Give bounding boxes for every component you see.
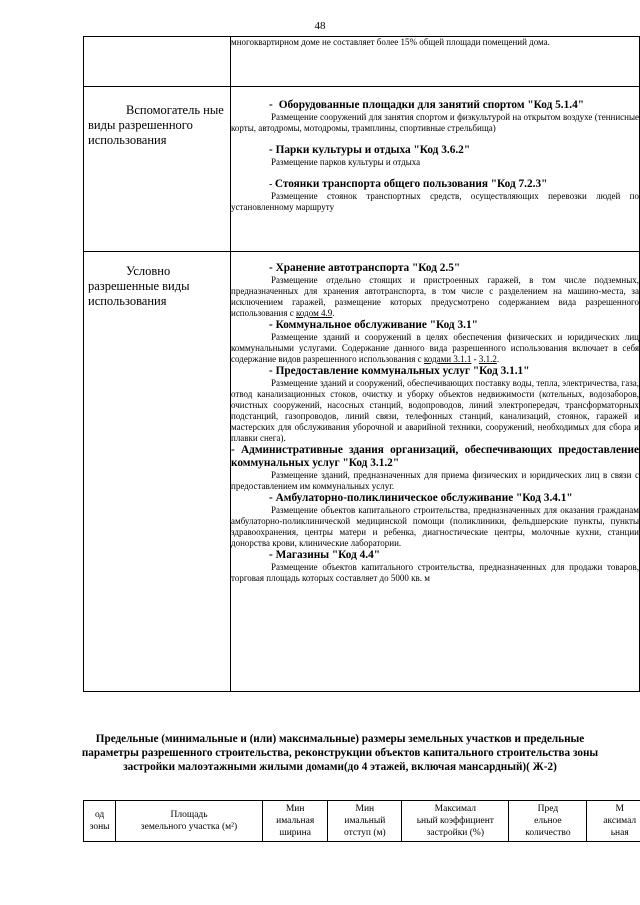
column-header: М aксимал ьная [587,801,640,842]
use-title: - Магазины "Код 4.4" [269,549,381,561]
table-header-row [84,801,640,842]
column-header: Пред ельное количество [509,801,587,842]
use-description: Размещение отдельно стоящих и пристроенных гаражей, в том числе подземных, предназначенных для хранения автотранспорта, в том числе с разделением на машино-места, за исключением гаражей, размещение которых предусмотрено содержанием вида разрешенного использования с кодом 4.9. [231,275,639,318]
use-description: Размещение объектов капитального строительства, предназначенных для продажи товаров, торговая площадь которых составляет до 5000 кв. м [231,562,639,583]
code-link[interactable]: кодом 4.9 [296,308,333,318]
use-title: - Административные здания организаций, обеспечивающих предоставление коммунальных услуг "Код 3.1.2" [231,444,639,469]
page-number: 48 [314,20,326,32]
use-title: - Оборудованные площадки для занятий спортом "Код 5.1.4" [269,99,639,112]
use-description: Размещение зданий, предназначенных для приема физических и юридических лиц в связи с предоставлением им коммунальных услуг. [231,470,639,491]
use-description: Размещение стоянок транспортных средств, осуществляющих перевозки людей по установленному маршруту [231,191,639,212]
use-title: - Предоставление коммунальных услуг "Код 3.1.1" [269,365,530,377]
use-description: Размещение зданий и сооружений, обеспечивающих поставку воды, тепла, электричества, газа, отвод канализационных стоков, очистку и уборку объектов недвижимости (котельных, водозаборов, очистных сооружений, насосных станций, водопроводов, линий электропередач, трансформаторных подстанций, газопроводов, линий связи, телефонных станций, канализаций, стоянок, гаражей и мастерских для обслуживания уборочной и аварийной техники, сооружений, необходимых для сбора и плавки снега). [231,378,639,443]
section-heading: Предельные (минимальные и (или) максимальные) размеры земельных участков и предельные параметры разрешенного строительства, реконструкции объектов капитального строительства зоны застройки малоэтажными жилыми домами(до 4 этажей, включая мансардный)( Ж-2) [81,733,599,773]
parameters-table [83,800,640,842]
table-row [84,37,640,87]
row0-text: многоквартирном доме не составляет более 15% общей площади помещений дома. [231,37,550,47]
use-description: Размещение парков культуры и отдыха [271,157,421,167]
column-header: од зоны [84,801,116,842]
use-title-text: Оборудованные площадки для занятий спортом "Код 5.1.4" [278,99,584,111]
table-row [84,252,640,692]
use-title: - Парки культуры и отдыха "Код 3.6.2" [269,144,471,156]
conditional-uses-label: Условно разрешенные виды использования [88,264,190,308]
use-title: - Коммунальное обслуживание "Код 3.1" [269,319,478,331]
use-description: Размещение сооружений для занятия спортом и физкультурой на открытом воздухе (теннисные корты, автодромы, мотодромы, трамплины, спортивные стрельбища) [231,112,639,133]
code-link[interactable]: кодами 3.1.1 [423,354,472,364]
column-header: Площадь земельного участка (м²) [116,801,263,842]
use-title: - Амбулаторно-поликлиническое обслуживание "Код 3.4.1" [269,492,573,504]
column-header: Мин имальная ширина [262,801,328,842]
permitted-use-table [83,36,640,692]
column-header: Мин имальный отступ (м) [328,801,402,842]
use-title: - Хранение автотранспорта "Код 2.5" [269,262,461,274]
auxiliary-uses-label: Вспомогатель ные виды разрешенного использования [88,103,224,147]
use-description: Размещение зданий и сооружений в целях обеспечения физических и юридических лиц коммунальными услугами. Содержание данного вида разрешенного использования включает в себя содержание видов разрешенного использования с кодами 3.1.1 - 3.1.2. [231,332,639,364]
use-title: - Стоянки транспорта общего пользования "Код 7.2.3" [269,178,548,190]
use-description: Размещение объектов капитального строительства, предназначенных для оказания гражданам амбулаторно-поликлинической медицинской помощи (поликлиники, фельдшерские пункты, пункты здравоохранения, центры матери и ребенка, диагностические центры, молочные кухни, станции донорства крови, клинические лаборатории. [231,505,639,548]
table-row [84,87,640,252]
code-link[interactable]: 3.1.2 [478,354,497,364]
column-header: Максимал ьный коэффициент застройки (%) [402,801,509,842]
